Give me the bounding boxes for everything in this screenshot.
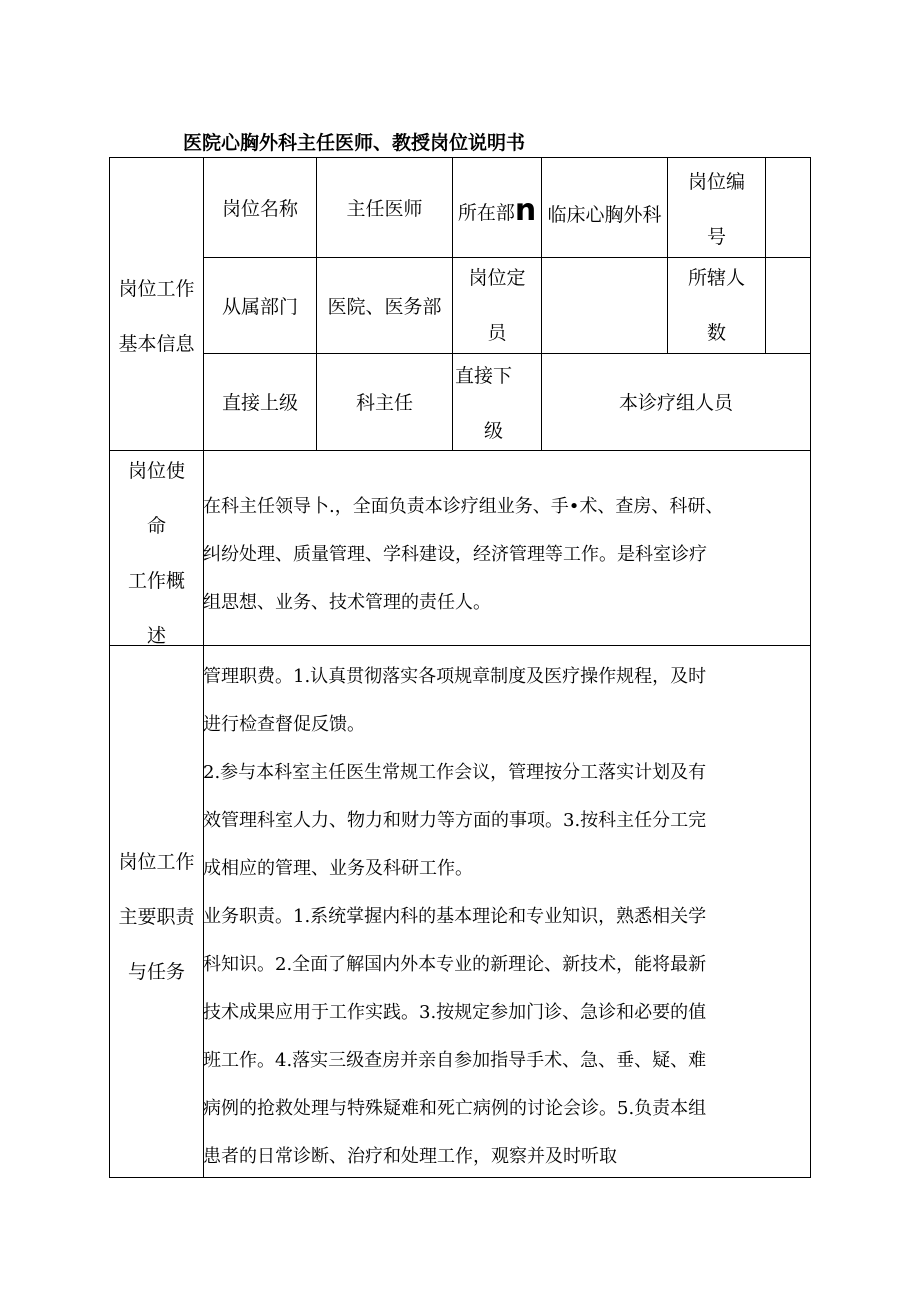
superior-value: 科主任 <box>355 392 413 414</box>
duties-label-line-3: 与任务 <box>127 961 185 983</box>
duties-line: 管理职费。1.认真贯彻落实各项规章制度及医疗操作规程，及时 <box>203 666 707 687</box>
staffing-label-line-1: 岗位定 <box>468 267 526 289</box>
mission-section-label <box>110 444 203 664</box>
duties-label-line-1: 岗位工作 <box>118 851 195 873</box>
duties-line: 成相应的管理、业务及科研工作。 <box>203 858 473 879</box>
duties-line: 患者的日常诊断、治疗和处理工作，观察并及时听取 <box>203 1146 617 1167</box>
post-name-label: 岗位名称 <box>221 198 298 220</box>
mission-line: 组思想、业务、技术管理的责任人。 <box>203 592 491 613</box>
mission-label-line-2: 命 <box>146 515 166 537</box>
affiliation-label: 从属部门 <box>221 296 298 318</box>
basic-info-section-label <box>110 262 203 372</box>
mission-label-line-3: 工作概 <box>127 570 185 592</box>
duties-label-line-2: 主要职责 <box>118 906 195 928</box>
subordinate-label-line-2: 级 <box>484 420 504 442</box>
basic-info-label-line-1: 岗位工作 <box>118 278 195 300</box>
headcount-label-line-2: 数 <box>706 322 726 344</box>
department-label-text: 所在部 <box>457 202 515 224</box>
department-label <box>453 186 541 241</box>
basic-info-label-line-2: 基本信息 <box>118 333 195 355</box>
mission-label-line-1: 岗位使 <box>127 460 185 482</box>
department-value: 临床心胸外科 <box>547 204 662 226</box>
post-number-label-line-2: 号 <box>706 226 726 248</box>
duties-line: 技术成果应用于工作实践。3.按规定参加门诊、急诊和必要的值 <box>203 1002 707 1023</box>
duties-line: 效管理科室人力、物力和财力等方面的事项。3.按科主任分工完 <box>203 810 707 831</box>
mission-text <box>203 483 808 627</box>
department-label-glyph: n <box>514 192 537 228</box>
duties-line: 业务职责。1.系统掌握内科的基本理论和专业知识，熟悉相关学 <box>203 906 707 927</box>
superior-label: 直接上级 <box>221 392 298 414</box>
duties-line: 科知识。2.全面了解国内外本专业的新理论、新技术，能将最新 <box>203 954 707 975</box>
duties-section-label <box>110 835 203 1000</box>
headcount-label-line-1: 所辖人 <box>687 267 745 289</box>
mission-line: 在科主任领导卜.，全面负责本诊疗组业务、手•术、查房、科研、 <box>203 496 724 517</box>
mission-line: 纠纷处理、质量管理、学科建设，经济管理等工作。是科室诊疗 <box>203 544 707 565</box>
duties-text <box>203 653 808 1181</box>
headcount-label <box>668 251 765 361</box>
post-number-label <box>668 155 765 265</box>
subordinate-label-line-1: 直接下 <box>455 365 513 387</box>
duties-line: 进行检查督促反馈。 <box>203 714 365 735</box>
staffing-label <box>453 251 541 361</box>
subordinate-value: 本诊疗组人员 <box>618 392 733 414</box>
duties-line: 班工作。4.落实三级查房并亲自参加指导手术、急、垂、疑、难 <box>203 1050 707 1071</box>
post-name-value: 主任医师 <box>346 198 423 220</box>
mission-label-line-4: 述 <box>146 625 166 647</box>
post-number-label-line-1: 岗位编 <box>687 171 745 193</box>
subordinate-label <box>453 349 541 459</box>
document-title: 医院心胸外科主任医师、教授岗位说明书 <box>183 132 526 154</box>
duties-line: 病例的抢救处理与特殊疑难和死亡病例的讨论会诊。5.负责本组 <box>203 1098 707 1119</box>
affiliation-value: 医院、医务部 <box>327 296 442 318</box>
staffing-label-line-2: 员 <box>487 322 507 344</box>
duties-line: 2.参与本科室主任医生常规工作会议，管理按分工落实计划及有 <box>203 762 707 783</box>
